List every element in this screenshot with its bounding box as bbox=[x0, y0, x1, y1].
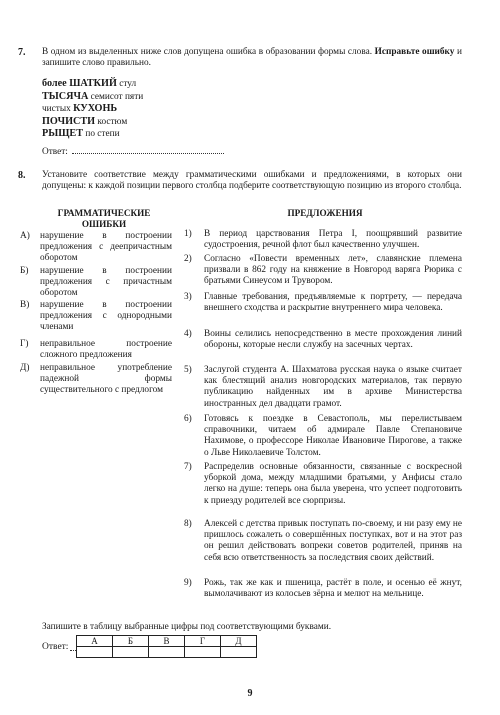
error-item-a bbox=[20, 231, 172, 265]
sentence-label: 8) bbox=[184, 519, 192, 529]
error-label: А) bbox=[20, 231, 30, 241]
answer-header-cell: А bbox=[77, 636, 113, 647]
error-label: Г) bbox=[20, 339, 29, 349]
sentence-item-9 bbox=[184, 578, 462, 600]
question-number-7: 7. bbox=[18, 47, 26, 58]
q7-word-cap: ПОЧИСТИ bbox=[42, 115, 96, 127]
sentence-label: 4) bbox=[184, 329, 192, 339]
answer-input-cell[interactable] bbox=[149, 647, 185, 658]
errors-column-header bbox=[34, 208, 174, 230]
answer-header-cell: Б bbox=[113, 636, 149, 647]
q7-answer-line[interactable] bbox=[72, 145, 224, 154]
question-8-text: Установите соответствие между грамматическими ошибками и предложениями, в которых они допущены: к каждой позиции первого столбца подберите соответствующую позицию из второго столбца. bbox=[42, 170, 462, 192]
q7-word-rest: костюм bbox=[95, 116, 128, 127]
q7-word-item bbox=[42, 116, 342, 129]
answer-table-input-row bbox=[77, 647, 257, 658]
q7-word-list bbox=[42, 78, 342, 141]
answer-header-cell: Д bbox=[221, 636, 257, 647]
q7-word-item bbox=[42, 128, 342, 141]
sentence-label: 5) bbox=[184, 365, 192, 375]
sentence-item-8 bbox=[184, 519, 462, 564]
q7-word-rest: семисот пяти bbox=[88, 91, 144, 102]
error-text: неправильное построение сложного предложения bbox=[40, 339, 172, 361]
q7-answer-label: Ответ: bbox=[42, 147, 68, 157]
q7-text-prefix: В одном из выделенных ниже слов допущена ошибка в образовании формы слова. bbox=[42, 47, 375, 57]
q7-text-suffix: и запишите слово правильно. bbox=[42, 47, 462, 69]
sentence-item-7 bbox=[184, 462, 462, 507]
error-text: неправильное употребление падежной формы существительного с предлогом bbox=[40, 363, 172, 396]
sentence-text: Воины селились непосредственно в месте прохождения линий обороны, которые несли службу на засечных чертах. bbox=[204, 329, 462, 351]
answer-table-header-row bbox=[77, 636, 257, 647]
sentence-text: Согласно «Повести временных лет», славянские племена призвали в 862 году на княжение в Новгород варяга Рюрика с братьями Синеусом и Трувором. bbox=[204, 254, 462, 287]
error-label: В) bbox=[20, 300, 30, 310]
q7-word-cap: более ШАТКИЙ bbox=[42, 78, 117, 89]
q7-text-bold: Исправьте ошибку bbox=[374, 47, 455, 57]
q7-word-rest: чистых bbox=[42, 104, 74, 115]
sentence-item-4 bbox=[184, 329, 462, 351]
q8-instruction: Запишите в таблицу выбранные цифры под соответствующими буквами. bbox=[42, 622, 332, 632]
question-number-8: 8. bbox=[18, 170, 26, 181]
sentence-text: Готовясь к поездке в Севастополь, мы перелистываем справочники, читаем об адмирале Павле Степановиче Нахимове, о профессоре Николае Ивановиче Пирогове, а также о Льве Николаевиче Толстом. bbox=[204, 414, 462, 458]
sentence-label: 3) bbox=[184, 292, 192, 302]
error-label: Д) bbox=[20, 363, 30, 373]
answer-input-cell[interactable] bbox=[113, 647, 149, 658]
error-item-g bbox=[20, 339, 172, 361]
error-text: нарушение в построении предложения с однородными членами bbox=[40, 300, 172, 333]
q8-answer-label: Ответ: bbox=[42, 642, 69, 652]
sentence-text: Главные требования, предъявляемые к портрету, — передача внешнего сходства и раскрытие внутреннего мира человека. bbox=[204, 292, 462, 314]
sentence-label: 1) bbox=[184, 229, 192, 239]
sentence-label: 2) bbox=[184, 254, 192, 264]
sentence-item-5 bbox=[184, 365, 462, 410]
q7-word-rest: по степи bbox=[83, 129, 120, 140]
error-item-b bbox=[20, 266, 172, 300]
q7-word-cap: ТЫСЯЧА bbox=[42, 90, 89, 102]
question-7-text bbox=[42, 47, 462, 69]
error-item-v bbox=[20, 300, 172, 334]
sentence-text: Алексей с детства привык поступать по-своему, и ни разу ему не пришлось сожалеть о совершённых поступках, вот и на этот раз он решил действовать вопреки советов родителей, приняв на себя всю ответственность за последствия своих действий. bbox=[204, 519, 462, 563]
answer-header-cell: В bbox=[149, 636, 185, 647]
sentence-item-2 bbox=[184, 254, 462, 288]
answer-input-cell[interactable] bbox=[221, 647, 257, 658]
sentence-label: 9) bbox=[184, 578, 192, 588]
errors-header-line-1: ГРАММАТИЧЕСКИЕ bbox=[57, 208, 151, 218]
sentence-text: В период царствования Петра I, поощрявший развитие судостроения, речной флот был качественно улучшен. bbox=[204, 229, 462, 251]
q7-word-item bbox=[42, 91, 342, 104]
q7-word-item bbox=[42, 103, 342, 116]
q7-word-cap: РЫЩЕТ bbox=[42, 128, 84, 140]
error-label: Б) bbox=[20, 266, 29, 276]
answer-input-cell[interactable] bbox=[185, 647, 221, 658]
q7-answer-row bbox=[42, 145, 224, 158]
q7-word-item bbox=[42, 78, 342, 91]
sentences-column-header: ПРЕДЛОЖЕНИЯ bbox=[287, 208, 363, 218]
answer-header-cell: Г bbox=[185, 636, 221, 647]
sentence-item-3 bbox=[184, 292, 462, 314]
error-text: нарушение в построении предложения с причастным оборотом bbox=[40, 266, 172, 299]
q8-answer-table bbox=[76, 635, 257, 658]
sentence-text: Распределив основные обязанности, связанные с воскресной уборкой дома, между младшими братьями, у Анфисы стало легко на душе: теперь она была уверена, что успеет подготовить к приезду родителей все сюрпризы. bbox=[204, 462, 462, 506]
sentence-text: Рожь, так же как и пшеница, растёт в поле, и осенью её жнут, вымолачивают из колосьев зёрна и мелют на мельнице. bbox=[204, 578, 462, 600]
sentence-label: 6) bbox=[184, 414, 192, 424]
answer-input-cell[interactable] bbox=[77, 647, 113, 658]
q7-word-rest: стул bbox=[116, 79, 137, 89]
q7-word-cap: КУХОНЬ bbox=[73, 103, 118, 115]
errors-header-line-2: ОШИБКИ bbox=[81, 219, 127, 229]
error-item-d bbox=[20, 363, 172, 397]
error-text: нарушение в построении предложения с деепричастным оборотом bbox=[40, 231, 172, 264]
sentence-label: 7) bbox=[184, 462, 192, 472]
sentence-text: Заслугой студента А. Шахматова русская наука о языке считает как блестящий анализ новгородских материалов, так первую публикацию найденных им в архиве Министерства иностранных дел двадцати грамот. bbox=[204, 365, 462, 409]
sentence-item-6 bbox=[184, 414, 462, 459]
sentence-item-1 bbox=[184, 229, 462, 251]
page-number: 9 bbox=[247, 688, 253, 699]
